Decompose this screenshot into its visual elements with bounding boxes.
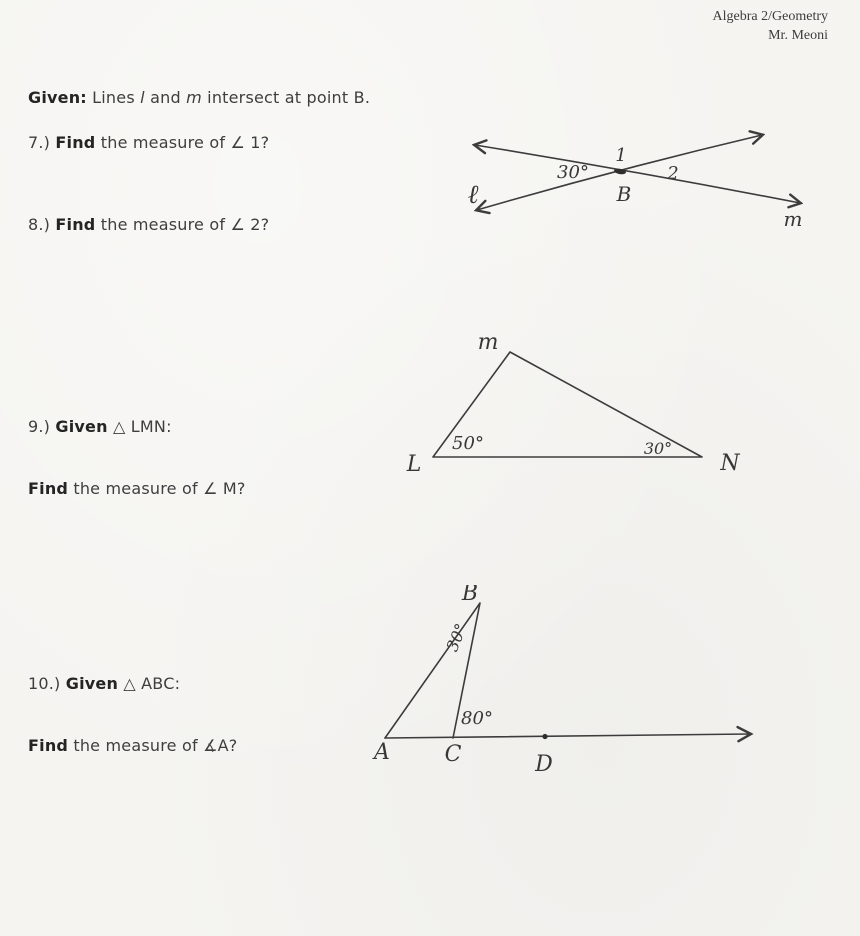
given-statement [28, 88, 370, 107]
question-9 [28, 417, 172, 436]
figure-triangle-lmn [400, 335, 748, 477]
line-l-label: ℓ [467, 180, 479, 210]
question-verb: Find [28, 736, 69, 755]
header [713, 8, 828, 46]
question-verb: Find [55, 215, 96, 234]
point-d-label: D [535, 752, 553, 777]
question-text: the measure of ∠ 1? [95, 133, 270, 152]
question-10-find [28, 736, 237, 755]
figure-intersecting-lines [440, 125, 860, 237]
angle-30-label: 30° [643, 439, 673, 458]
question-number: 10.) [28, 674, 66, 693]
question-text: the measure of ∡A? [68, 736, 238, 755]
question-verb: Given [65, 674, 119, 693]
angle-80-label: 80° [461, 708, 493, 729]
question-text: the measure of ∠ 2? [95, 215, 270, 234]
ray-acd-stroke [385, 734, 750, 738]
question-9-find [28, 479, 246, 498]
line-m-var: m [186, 88, 202, 107]
given-text: and [144, 88, 187, 107]
line-l-var: l [140, 88, 145, 107]
question-8 [28, 215, 269, 234]
vertex-b-label: B [461, 585, 479, 606]
angle-30-label: 30° [557, 162, 589, 183]
point-d-dot [542, 734, 547, 739]
question-7 [28, 133, 269, 152]
course-title: Algebra 2/Geometry [712, 9, 828, 24]
angle-50-label: 50° [452, 433, 484, 454]
line-m-stroke [475, 145, 800, 203]
angle-2-label: 2 [667, 163, 679, 184]
given-text: intersect at point B. [201, 88, 371, 107]
question-number: 9.) [28, 417, 56, 436]
vertex-n-label: N [720, 451, 740, 476]
question-verb: Given [55, 417, 108, 436]
line-m-label: m [783, 207, 803, 231]
question-number: 8.) [28, 215, 56, 234]
point-b-label: B [616, 182, 632, 206]
question-verb: Find [55, 133, 96, 152]
vertex-c-label: C [444, 742, 462, 767]
question-text: △ ABC: [118, 674, 181, 693]
given-text: Lines [86, 88, 141, 107]
question-verb: Find [28, 479, 69, 498]
vertex-a-label: A [374, 740, 390, 765]
given-label: Given: [28, 88, 87, 107]
teacher-name: Mr. Meoni [768, 27, 828, 43]
question-10 [28, 674, 180, 693]
vertex-l-label: L [406, 452, 422, 477]
vertex-m-label: m [477, 335, 499, 355]
angle-30-label: 30° [442, 620, 471, 655]
angle-1-label: 1 [615, 145, 627, 166]
question-text: the measure of ∠ M? [68, 479, 246, 498]
figure-triangle-abc [370, 585, 772, 777]
question-text: △ LMN: [107, 417, 172, 436]
question-number: 7.) [28, 133, 56, 152]
